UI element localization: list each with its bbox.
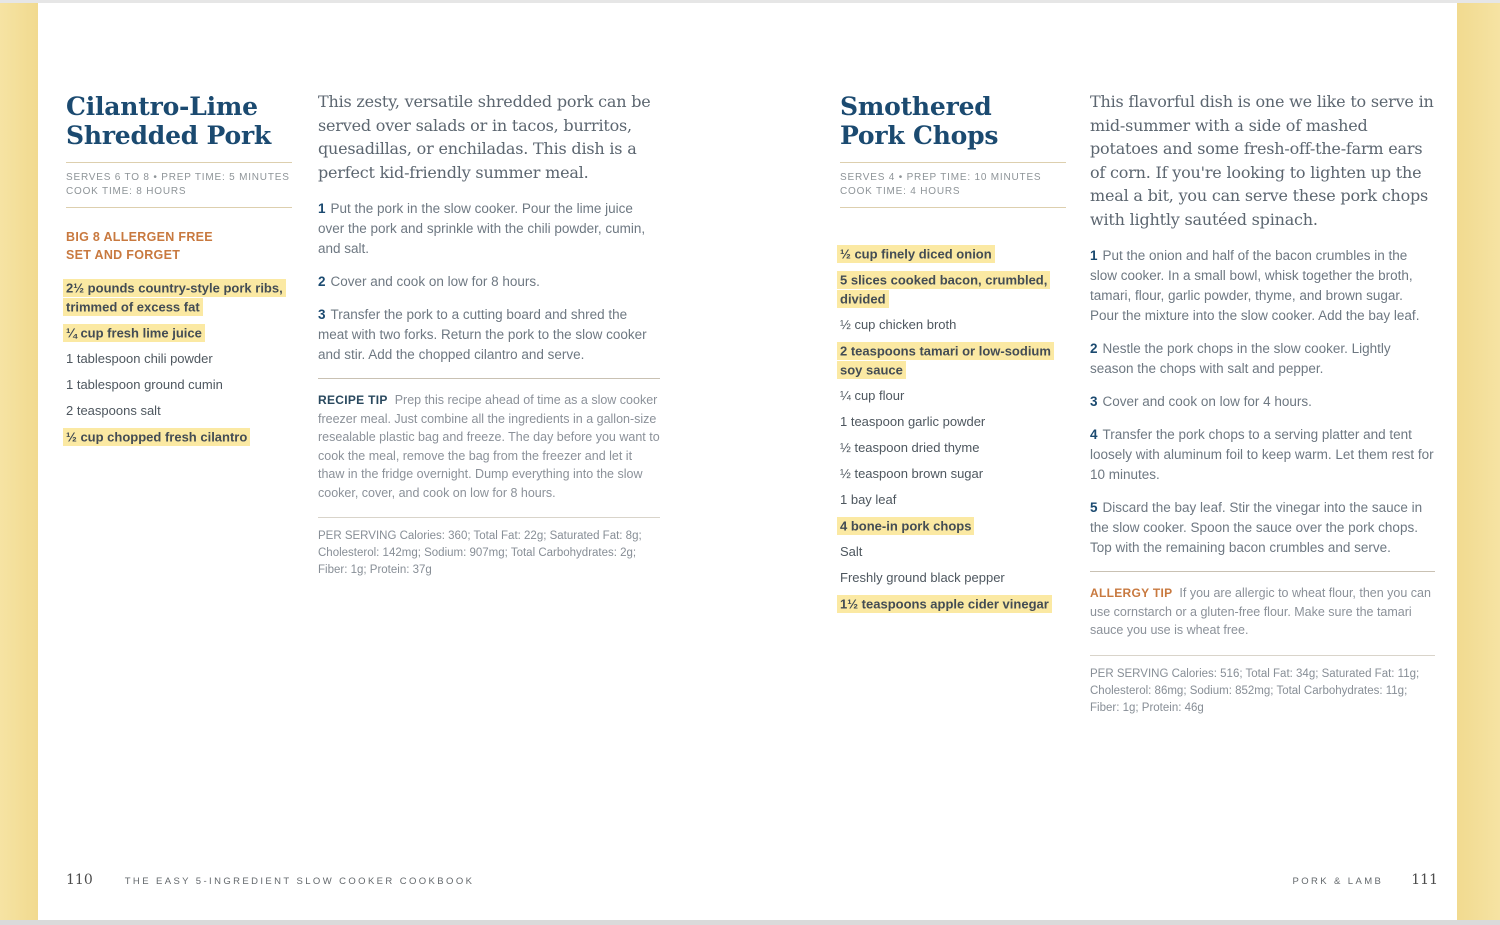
divider (66, 207, 292, 208)
right-per-serving-nutrition: PER SERVING Calories: 516; Total Fat: 34g; Saturated Fat: 11g; Cholesterol: 86mg; Sodium: 852mg; Total Carbohydrates: 11g; Fiber: 1g; Protein: 46g (1090, 667, 1420, 714)
left-recipe-title-line2: Shredded Pork (66, 121, 272, 150)
divider (1090, 571, 1435, 572)
ingredient-text: Salt (840, 544, 863, 559)
recipe-step (1090, 498, 1435, 558)
step-number: 2 (318, 274, 326, 289)
right-recipe-title (840, 92, 1066, 150)
book-page-edge-left (0, 3, 38, 920)
recipe-step (1090, 392, 1435, 412)
ingredient-text: 2½ pounds country-style pork ribs, trimmed of excess fat (63, 279, 286, 316)
step-number: 1 (1090, 248, 1098, 263)
step-number: 3 (318, 307, 326, 322)
step-number: 4 (1090, 427, 1098, 442)
ingredient-item (840, 464, 1066, 483)
left-recipe-intro: This zesty, versatile shredded pork can be served over salads or in tacos, burritos, quesadillas, or enchiladas. This dish is a perfect kid-friendly summer meal. (318, 92, 651, 182)
ingredient-item (840, 490, 1066, 509)
recipe-step (1090, 339, 1435, 379)
step-number: 2 (1090, 341, 1098, 356)
ingredient-text: 1 tablespoon chili powder (66, 351, 213, 366)
ingredient-text: 1 teaspoon garlic powder (840, 414, 986, 429)
step-number: 5 (1090, 500, 1098, 515)
step-number: 3 (1090, 394, 1098, 409)
ingredient-text: 4 bone-in pork chops (837, 517, 974, 535)
step-text: Transfer the pork chops to a serving platter and tent loosely with aluminum foil to keep warm. Let them rest for 10 minutes. (1090, 427, 1434, 482)
ingredient-item (840, 542, 1066, 561)
ingredient-text: 1 bay leaf (840, 492, 897, 507)
ingredient-item (66, 375, 292, 394)
ingredient-text: 2 teaspoons salt (66, 403, 161, 418)
right-page-number: 111 (1411, 872, 1438, 888)
recipe-step (1090, 246, 1435, 326)
step-text: Discard the bay leaf. Stir the vinegar into the sauce in the slow cooker. Spoon the sauce over the pork chops. Top with the remaining bacon crumbles and serve. (1090, 500, 1423, 555)
left-recipe-title-line1: Cilantro-Lime (66, 92, 258, 121)
ingredient-text: ½ teaspoon dried thyme (840, 440, 980, 455)
step-text: Transfer the pork to a cutting board and shred the meat with two forks. Return the pork to the slow cooker and stir. Add the chopped cilantro and serve. (318, 307, 647, 362)
divider (66, 162, 292, 163)
diet-label-allergen-free: BIG 8 ALLERGEN FREE (66, 230, 213, 244)
left-diet-labels (66, 228, 292, 264)
step-text: Nestle the pork chops in the slow cooker. Lightly season the chops with salt and pepper. (1090, 341, 1391, 376)
right-serves-line1: SERVES 4 • PREP TIME: 10 MINUTES (840, 172, 1042, 183)
right-page-footer (1292, 872, 1438, 888)
step-text: Cover and cook on low for 8 hours. (330, 274, 540, 289)
ingredient-item (840, 386, 1066, 405)
left-ingredient-list (66, 278, 292, 446)
ingredient-text: Freshly ground black pepper (840, 570, 1005, 585)
ingredient-text: 2 teaspoons tamari or low-sodium soy sauce (837, 342, 1054, 379)
divider (1090, 655, 1435, 656)
diet-label-set-and-forget: SET AND FORGET (66, 248, 181, 262)
right-serves-line2: COOK TIME: 4 HOURS (840, 186, 961, 197)
book-running-head: THE EASY 5-INGREDIENT SLOW COOKER COOKBOOK (124, 876, 475, 887)
right-recipe-title-line1: Smothered (840, 92, 992, 121)
left-page-footer (66, 872, 474, 888)
recipe-step (318, 272, 660, 292)
right-recipe-title-line2: Pork Chops (840, 121, 999, 150)
divider (318, 517, 660, 518)
step-number: 1 (318, 201, 326, 216)
recipe-step (1090, 425, 1435, 485)
left-recipe-body-column (318, 90, 660, 579)
right-recipe-info-column (840, 92, 1066, 613)
tip-text: Prep this recipe ahead of time as a slow cooker freezer meal. Just combine all the ingredients in a gallon-size resealable plastic bag and freeze. The day before you want to cook the meal, remove the bag from the freezer and let it thaw in the fridge overnight. Dump everything into the slow cooker, cover, and cook on low for 8 hours. (318, 393, 660, 500)
left-serves-line1: SERVES 6 TO 8 • PREP TIME: 5 MINUTES (66, 172, 290, 183)
right-recipe-intro: This flavorful dish is one we like to serve in mid-summer with a side of mashed potatoes and some fresh-off-the-farm ears of corn. If you're looking to lighten up the meal a bit, you can serve these pork chops with lightly sautéed spinach. (1090, 92, 1434, 229)
left-serves-line2: COOK TIME: 8 HOURS (66, 186, 187, 197)
ingredient-text: 1½ teaspoons apple cider vinegar (837, 595, 1052, 613)
ingredient-item (840, 315, 1066, 334)
tip-label: RECIPE TIP (318, 393, 388, 407)
tip-label: ALLERGY TIP (1090, 586, 1173, 600)
step-text: Put the pork in the slow cooker. Pour the lime juice over the pork and sprinkle with the chili powder, cumin, and salt. (318, 201, 646, 256)
ingredient-item (840, 594, 1066, 613)
divider (840, 162, 1066, 163)
ingredient-item (66, 278, 292, 316)
left-recipe-info-column (66, 92, 292, 446)
left-page-number: 110 (66, 872, 93, 888)
ingredient-item (66, 401, 292, 420)
ingredient-item (66, 427, 292, 446)
ingredient-text: ½ cup chopped fresh cilantro (63, 428, 250, 446)
ingredient-text: ½ teaspoon brown sugar (840, 466, 984, 481)
ingredient-item (840, 244, 1066, 263)
chapter-running-head: PORK & LAMB (1292, 876, 1384, 887)
right-recipe-tip (1090, 584, 1435, 640)
ingredient-text: ¼ cup flour (840, 388, 905, 403)
ingredient-item (840, 438, 1066, 457)
divider (840, 207, 1066, 208)
right-ingredient-list (840, 244, 1066, 613)
left-recipe-steps (318, 199, 660, 365)
left-per-serving-nutrition: PER SERVING Calories: 360; Total Fat: 22g; Saturated Fat: 8g; Cholesterol: 142mg; Sodium: 907mg; Total Carbohydrates: 2g; Fiber: 1g; Protein: 37g (318, 530, 642, 576)
ingredient-text: 5 slices cooked bacon, crumbled, divided (837, 271, 1050, 308)
ingredient-item (66, 349, 292, 368)
recipe-step (318, 199, 660, 259)
ingredient-text: 1 tablespoon ground cumin (66, 377, 223, 392)
recipe-step (318, 305, 660, 365)
left-recipe-title (66, 92, 292, 150)
right-recipe-steps (1090, 246, 1435, 558)
book-page-edge-right (1457, 3, 1500, 920)
right-serves-info (840, 171, 1066, 199)
right-recipe-body-column (1090, 90, 1435, 717)
step-text: Cover and cook on low for 4 hours. (1102, 394, 1312, 409)
ingredient-item (840, 516, 1066, 535)
ingredient-text: ½ cup finely diced onion (837, 245, 995, 263)
ingredient-item (840, 568, 1066, 587)
ingredient-text: ¼ cup fresh lime juice (63, 324, 205, 342)
tip-text: If you are allergic to wheat flour, then you can use cornstarch or a gluten-free flour. Make sure the tamari sauce you use is wheat free. (1090, 586, 1431, 637)
left-serves-info (66, 171, 292, 199)
ingredient-item (840, 270, 1066, 308)
divider (318, 378, 660, 379)
ingredient-item (840, 412, 1066, 431)
bottom-trim-edge (0, 920, 1500, 925)
ingredient-text: ½ cup chicken broth (840, 317, 957, 332)
ingredient-item (66, 323, 292, 342)
left-recipe-tip (318, 391, 660, 502)
ingredient-item (840, 341, 1066, 379)
top-trim-edge (0, 0, 1500, 3)
step-text: Put the onion and half of the bacon crumbles in the slow cooker. In a small bowl, whisk together the broth, tamari, flour, garlic powder, thyme, and brown sugar. Pour the mixture into the slow cooker. Add the bay leaf. (1090, 248, 1420, 323)
